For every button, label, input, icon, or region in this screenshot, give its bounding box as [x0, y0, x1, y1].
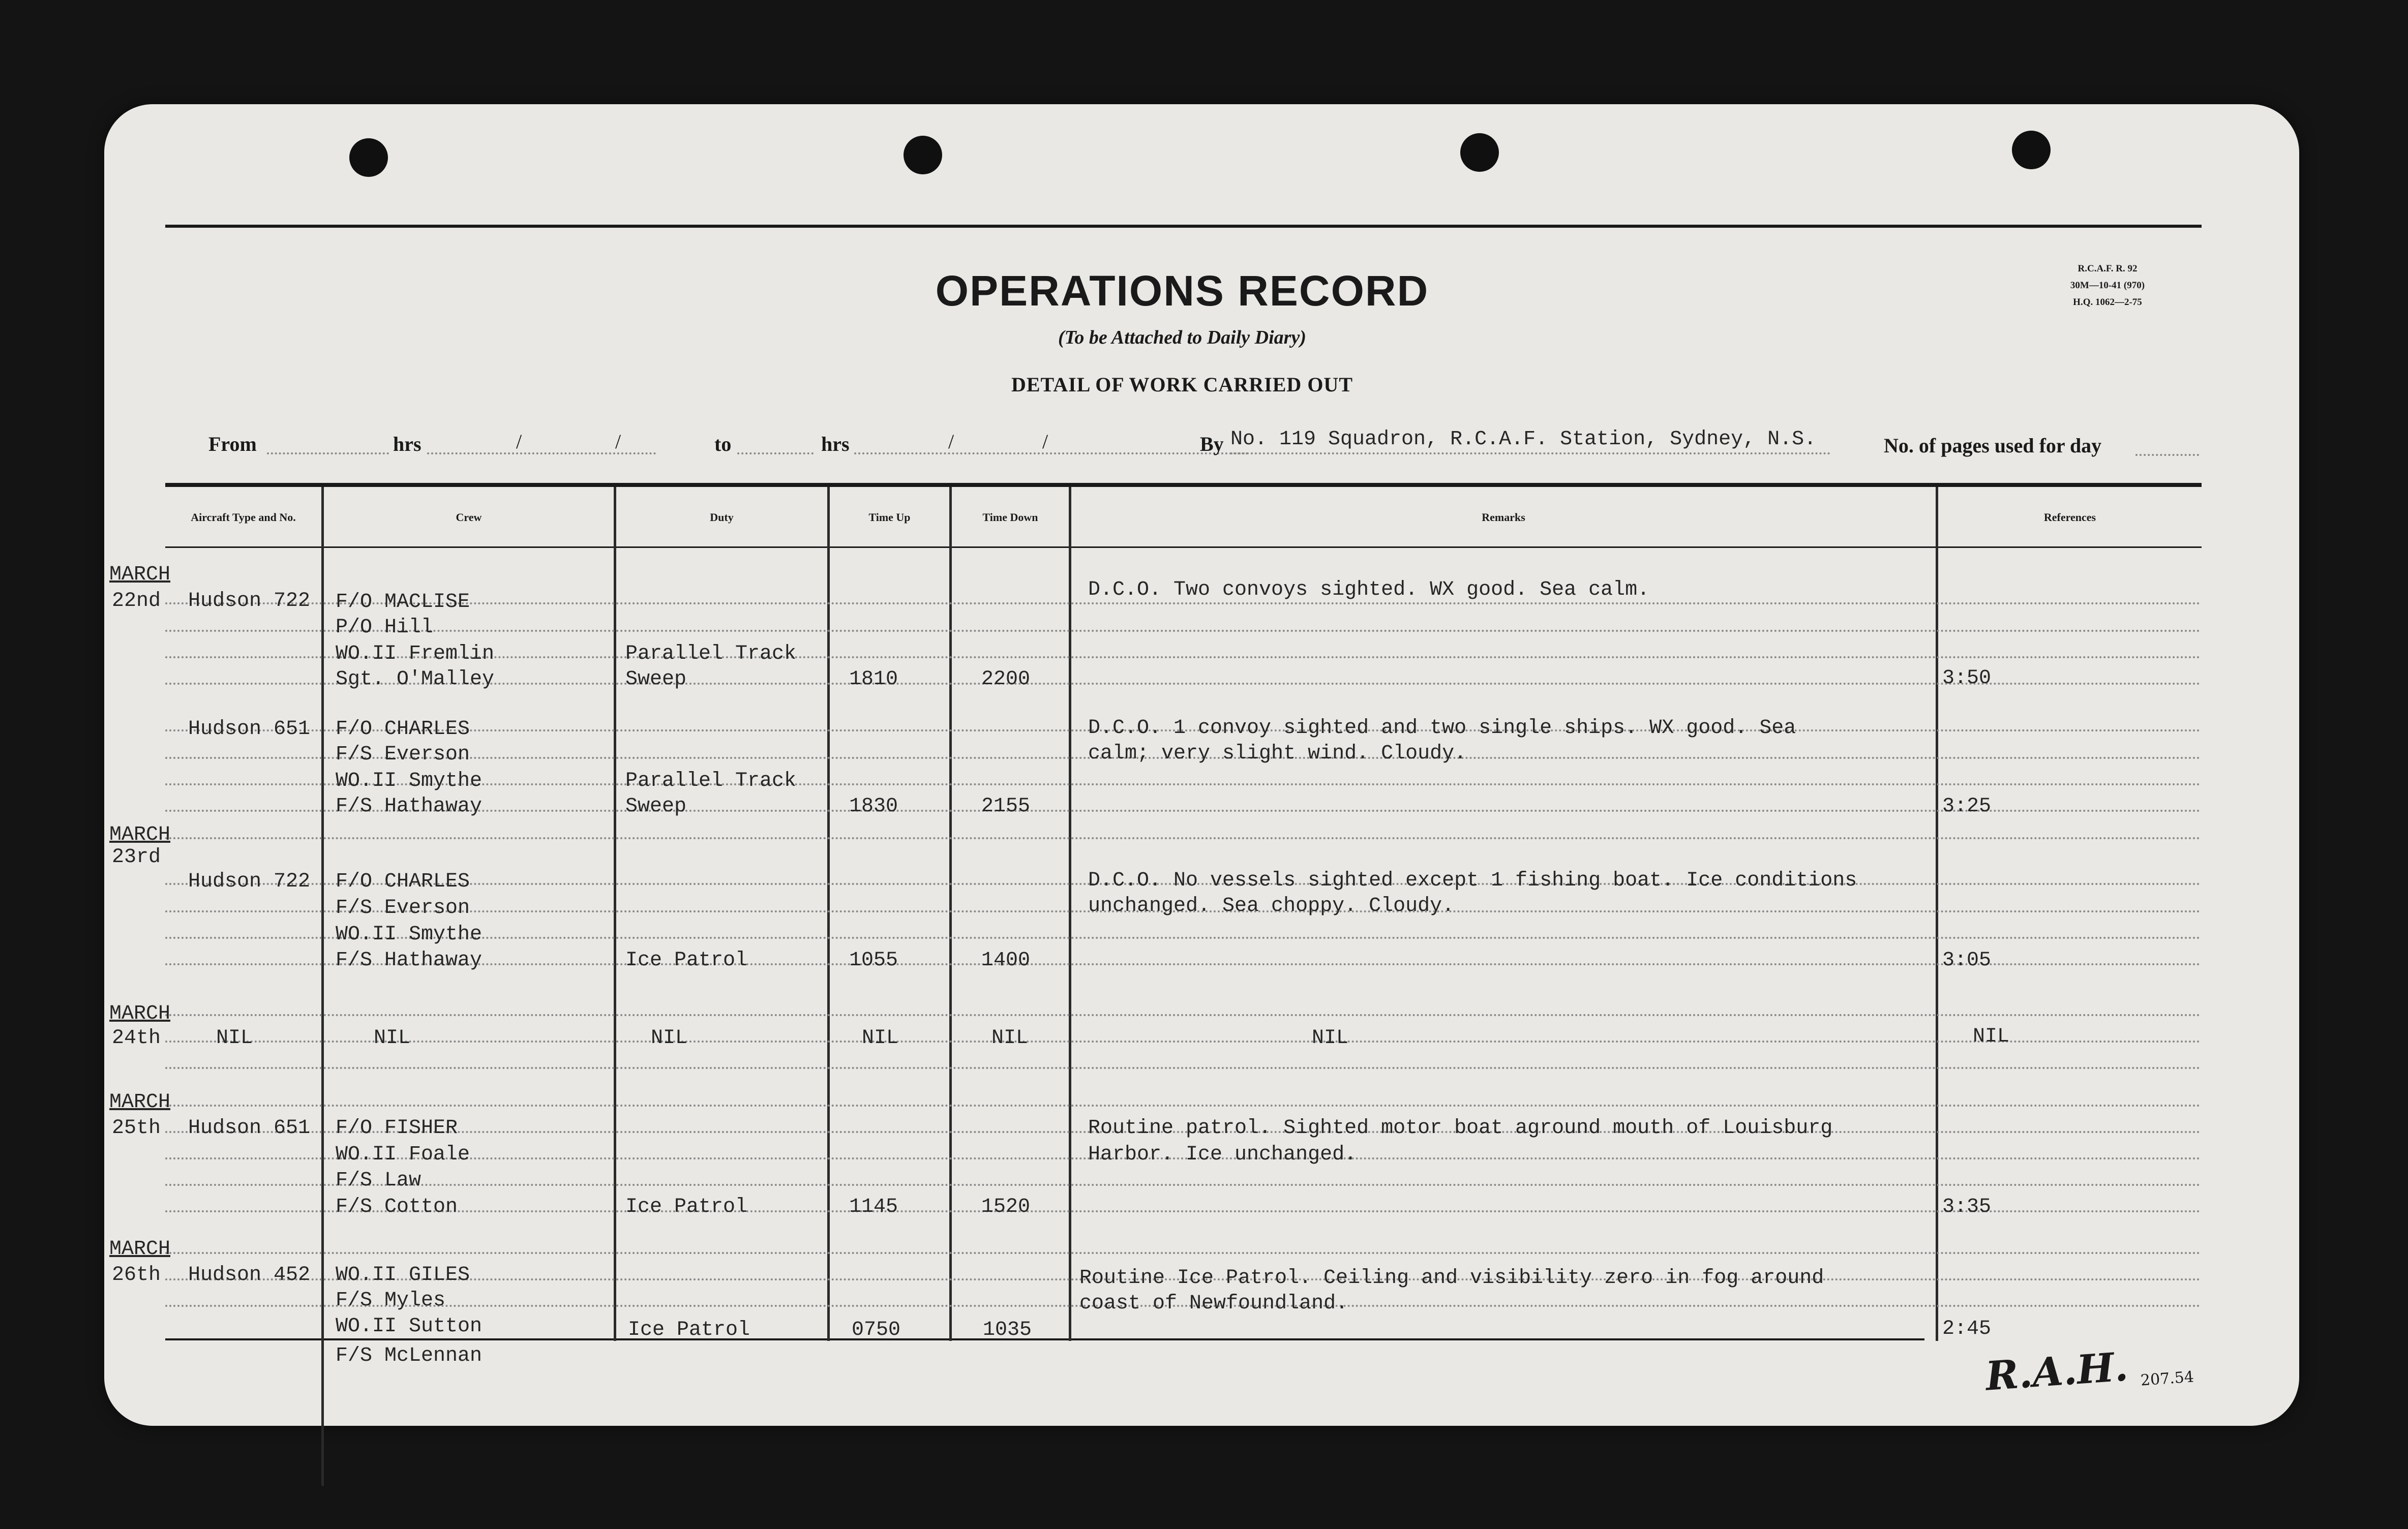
date-slash: /: [516, 430, 522, 453]
from-label: From: [208, 433, 257, 455]
form-number-line-3: H.Q. 1062—2-75: [2073, 297, 2142, 308]
ruled-line: [165, 602, 2202, 604]
row-crew: F/S Law: [336, 1169, 422, 1192]
row-aircraft: Hudson 651: [188, 1117, 311, 1140]
date-slash: /: [1042, 430, 1048, 453]
row-crew: F/O CHARLES: [336, 870, 470, 893]
row-time-down: 1400: [981, 949, 1031, 972]
row-crew: WO.II Sutton: [336, 1315, 483, 1338]
row-aircraft: Hudson 452: [188, 1264, 311, 1287]
row-reference: 3:25: [1942, 795, 1992, 818]
row-crew: F/O FISHER: [336, 1117, 458, 1140]
row-crew: WO.II Foale: [336, 1143, 470, 1166]
column-header-time-up: Time Up: [868, 511, 911, 524]
column-header-crew: Crew: [456, 511, 482, 524]
row-duty: Parallel Track: [625, 643, 797, 665]
row-remarks: D.C.O. 1 convoy sighted and two single ships. WX good. Sea: [1088, 717, 1796, 740]
row-time-down: NIL: [991, 1027, 1029, 1050]
row-time-down: 1035: [983, 1319, 1032, 1341]
ruled-line: [165, 1014, 2202, 1016]
row-reference: 3:35: [1942, 1196, 1992, 1218]
row-crew: Sgt. O'Malley: [336, 668, 495, 691]
row-duty: Ice Patrol: [628, 1319, 750, 1341]
row-month: MARCH: [109, 1002, 171, 1025]
form-number-line-2: 30M—10-41 (970): [2070, 280, 2145, 291]
column-header-remarks: Remarks: [1482, 511, 1525, 524]
row-aircraft: Hudson 651: [188, 718, 311, 741]
row-remarks: D.C.O. Two convoys sighted. WX good. Sea calm.: [1088, 578, 1650, 601]
row-crew: F/S Myles: [336, 1289, 446, 1312]
row-aircraft: NIL: [216, 1027, 253, 1050]
row-duty: Parallel Track: [625, 770, 797, 792]
to-label: to: [714, 433, 732, 455]
ruled-line: [165, 1184, 2202, 1186]
row-time-up: NIL: [862, 1027, 899, 1050]
row-time-up: 1055: [849, 949, 898, 972]
binder-hole: [1460, 133, 1499, 172]
row-crew: F/O MACLISE: [336, 591, 470, 614]
table-bottom-rule: [165, 1338, 1924, 1340]
column-header-time-down: Time Down: [982, 511, 1038, 524]
row-aircraft: Hudson 722: [188, 590, 311, 613]
row-crew: F/S Hathaway: [336, 795, 483, 818]
row-crew: F/S Cotton: [336, 1196, 458, 1218]
row-time-down: 2200: [981, 668, 1031, 691]
row-remarks: Routine Ice Patrol. Ceiling and visibility zero in fog around: [1079, 1267, 1824, 1290]
binder-hole: [904, 136, 942, 174]
row-crew: WO.II Smythe: [336, 923, 483, 946]
form-heading: DETAIL OF WORK CARRIED OUT: [1011, 373, 1353, 396]
row-crew: F/S Everson: [336, 743, 470, 766]
row-month: MARCH: [109, 1238, 171, 1261]
pages-used-label: No. of pages used for day: [1884, 434, 2102, 457]
row-reference: 3:50: [1942, 667, 1992, 690]
row-crew: F/S Everson: [336, 897, 470, 920]
row-remarks: D.C.O. No vessels sighted except 1 fishing boat. Ice conditions: [1088, 869, 1857, 892]
ruled-line: [165, 630, 2202, 632]
ruled-line: [165, 1210, 2202, 1212]
row-aircraft: Hudson 722: [188, 870, 311, 893]
date-slash: /: [948, 430, 954, 453]
hrs-label: hrs: [393, 433, 422, 455]
row-day: 22nd: [112, 590, 161, 613]
row-duty: Sweep: [625, 668, 687, 691]
ruled-line: [165, 1252, 2202, 1254]
table-header-rule: [165, 546, 2202, 548]
ruled-line: [165, 1041, 2202, 1043]
row-duty: Sweep: [625, 795, 687, 818]
row-time-up: 0750: [852, 1319, 901, 1341]
date-slash: /: [615, 430, 621, 453]
binder-hole: [2012, 131, 2051, 169]
row-duty: Ice Patrol: [625, 949, 748, 972]
top-rule: [165, 225, 2202, 228]
row-crew: WO.II Fremlin: [336, 643, 495, 665]
row-crew: NIL: [374, 1027, 411, 1050]
row-crew: F/O CHARLES: [336, 718, 470, 741]
row-crew: F/S McLennan: [336, 1344, 483, 1367]
by-value: No. 119 Squadron, R.C.A.F. Station, Sydney, N.S.: [1230, 428, 1817, 451]
table-top-rule: [165, 483, 2202, 487]
row-time-down: 2155: [981, 795, 1031, 818]
form-title: OPERATIONS RECORD: [935, 267, 1429, 315]
row-remarks: Harbor. Ice unchanged.: [1088, 1143, 1357, 1166]
row-month: MARCH: [109, 823, 171, 846]
hrs-label: hrs: [821, 433, 850, 455]
row-duty: NIL: [651, 1027, 688, 1050]
column-header-duty: Duty: [710, 511, 734, 524]
row-crew: F/S Hathaway: [336, 949, 483, 972]
row-day: 25th: [112, 1117, 161, 1140]
by-label: By: [1200, 433, 1224, 455]
column-header-references: References: [2043, 511, 2096, 524]
handwritten-signature: R.A.H.: [1984, 1343, 2130, 1400]
row-month: MARCH: [109, 1091, 171, 1114]
binder-hole: [349, 138, 388, 177]
row-reference: 2:45: [1942, 1318, 1992, 1340]
row-day: 23rd: [112, 846, 161, 869]
row-month: MARCH: [109, 563, 171, 586]
ruled-line: [165, 837, 2202, 839]
row-time-down: 1520: [981, 1196, 1031, 1218]
row-reference: 3:05: [1942, 949, 1992, 972]
row-day: 24th: [112, 1027, 161, 1050]
row-time-up: 1810: [849, 668, 898, 691]
row-time-up: 1145: [849, 1196, 898, 1218]
row-day: 26th: [112, 1264, 161, 1287]
column-header-aircraft: Aircraft Type and No.: [191, 511, 296, 524]
row-duty: Ice Patrol: [625, 1196, 748, 1218]
row-time-up: 1830: [849, 795, 898, 818]
row-remarks: Routine patrol. Sighted motor boat aground mouth of Louisburg: [1088, 1117, 1833, 1140]
form-number-line-1: R.C.A.F. R. 92: [2078, 263, 2138, 274]
ruled-line: [165, 1105, 2202, 1107]
row-crew: WO.II Smythe: [336, 770, 483, 792]
form-subtitle: (To be Attached to Daily Diary): [1058, 327, 1306, 348]
row-remarks: NIL: [1312, 1027, 1349, 1050]
ruled-line: [165, 1067, 2202, 1069]
stamp-number: 207.54: [2140, 1368, 2195, 1390]
row-crew: P/O Hill: [336, 616, 434, 639]
row-remarks: unchanged. Sea choppy. Cloudy.: [1088, 895, 1455, 918]
row-reference: NIL: [1973, 1025, 2010, 1048]
row-crew: WO.II GILES: [336, 1264, 470, 1287]
operations-record-sheet: [104, 104, 2299, 1426]
row-remarks: calm; very slight wind. Cloudy.: [1088, 742, 1467, 765]
row-remarks: coast of Newfoundland.: [1079, 1292, 1348, 1315]
